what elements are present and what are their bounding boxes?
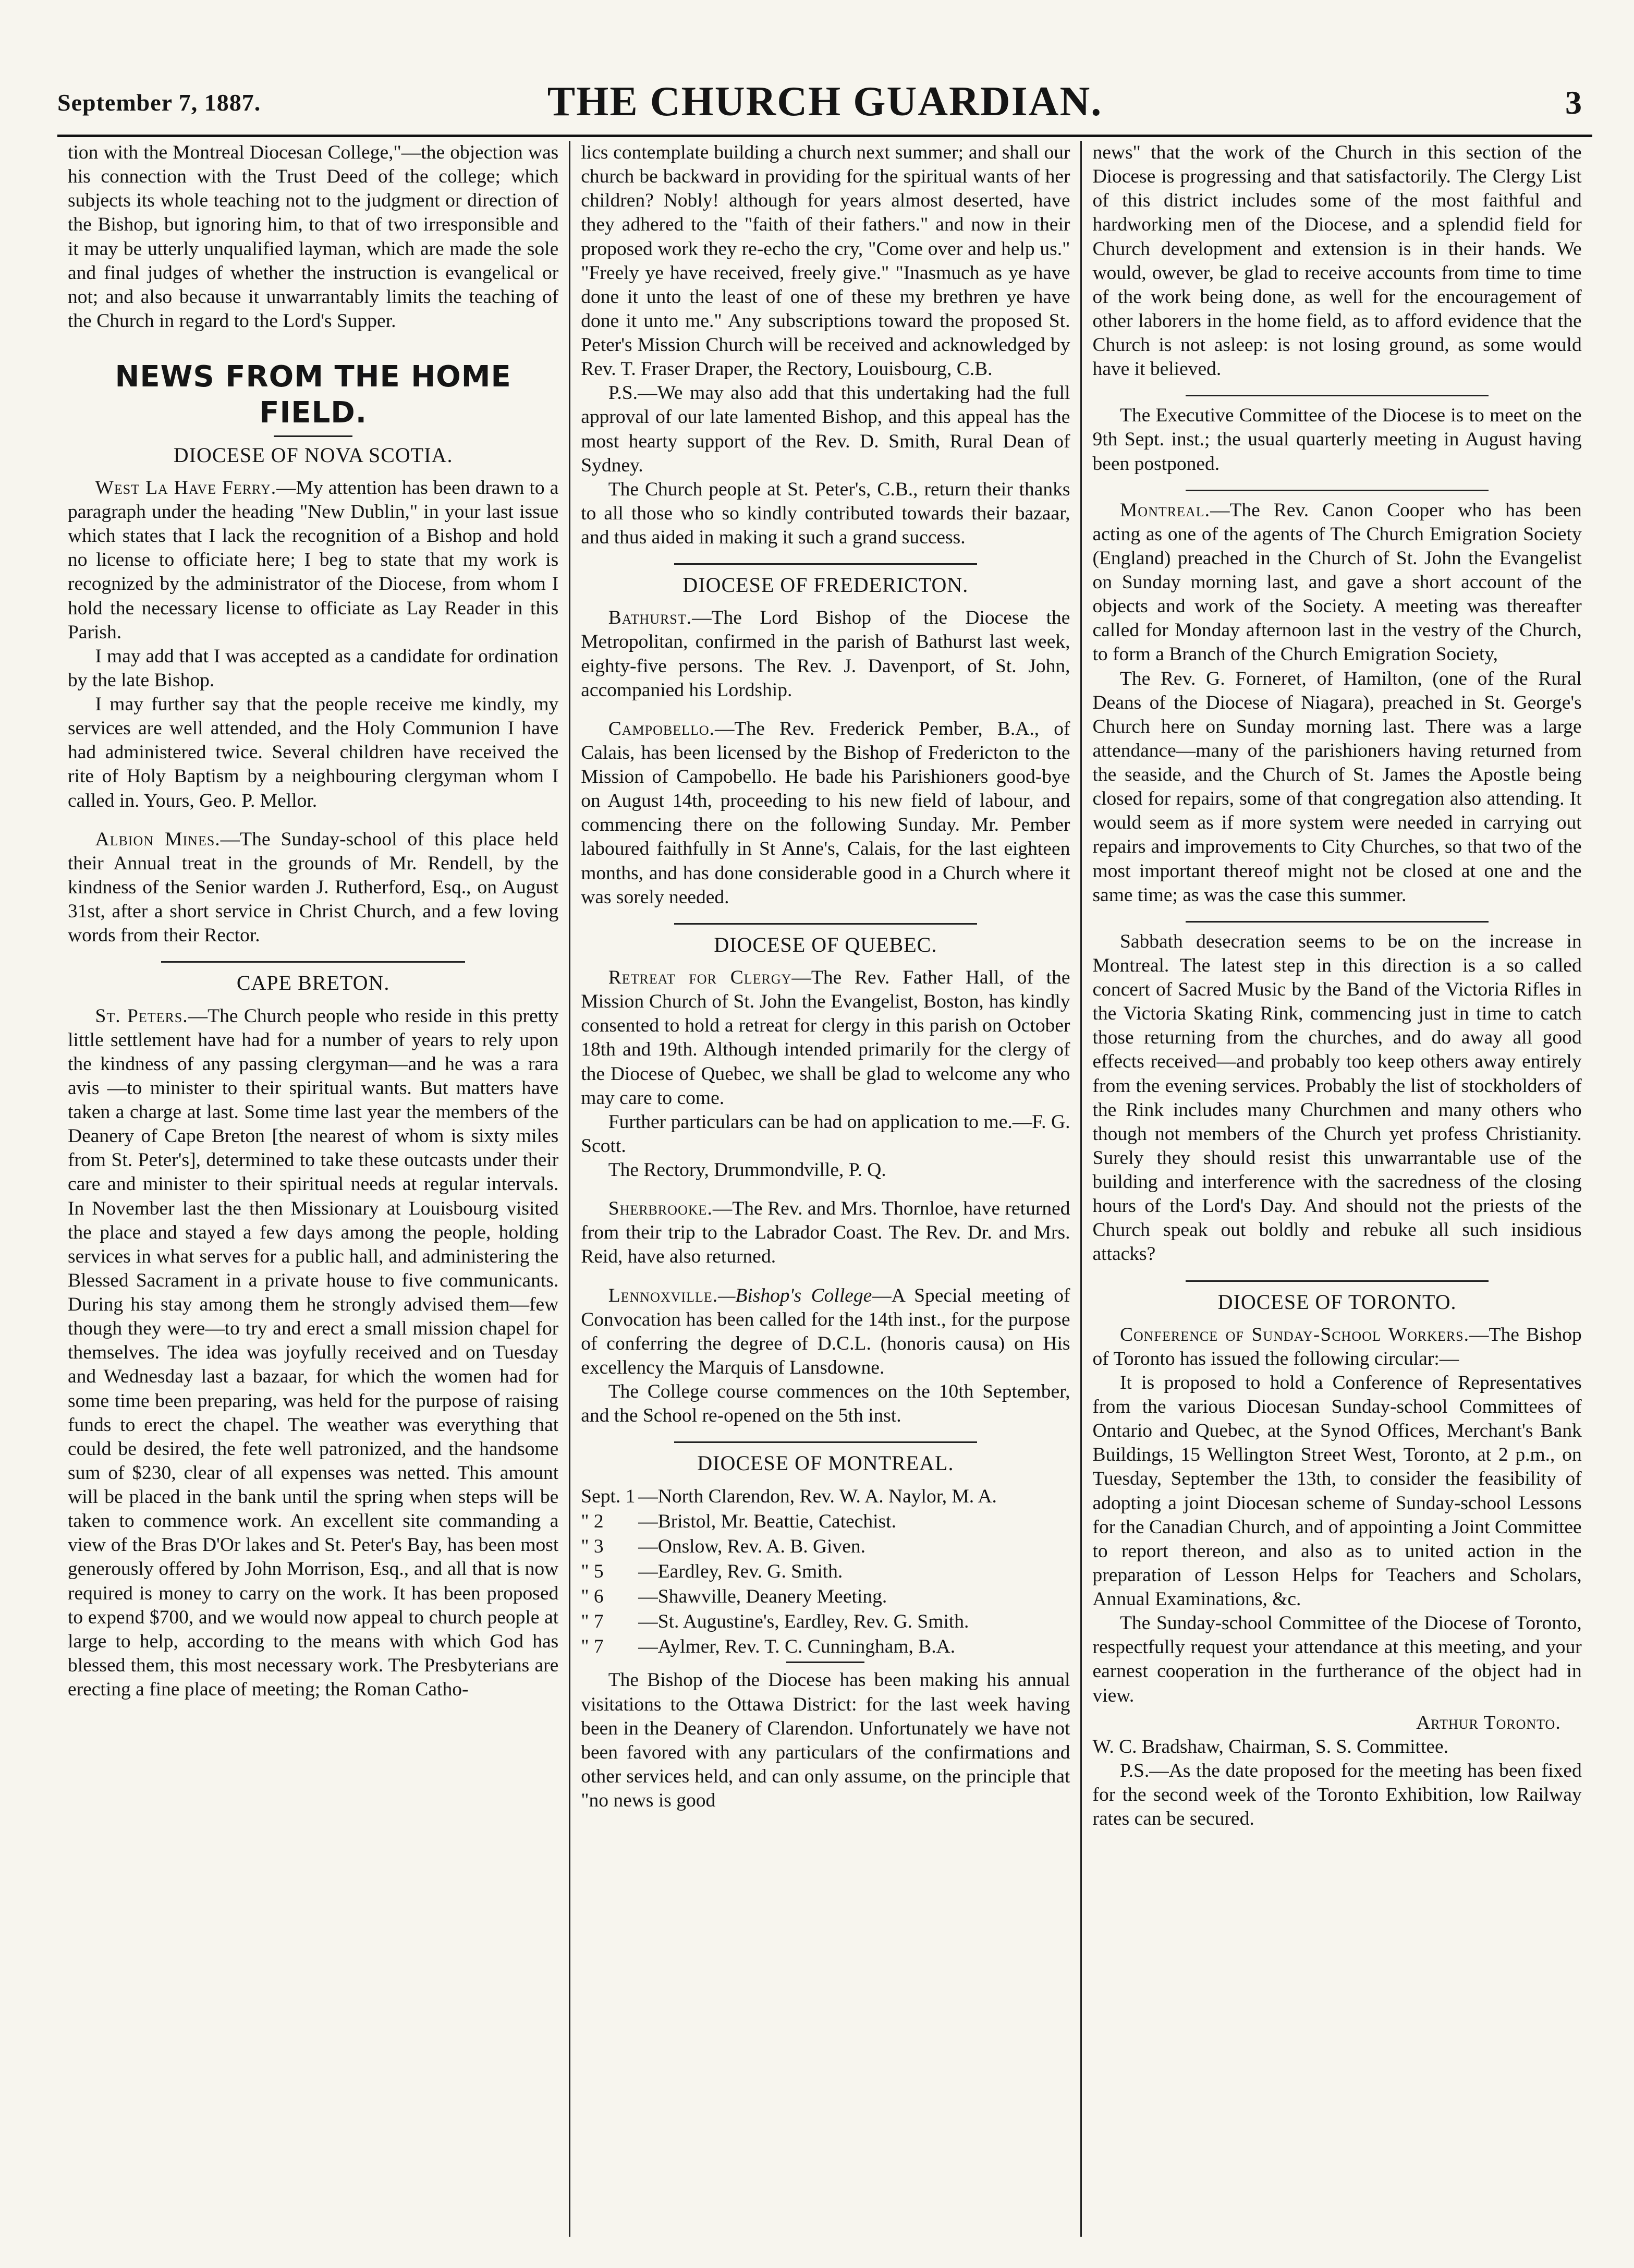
retreat-article <box>581 966 1070 1110</box>
article-paragraph: Further particulars can be had on application to me.—F. G. Scott. <box>581 1111 1070 1157</box>
article-paragraph: It is proposed to hold a Conference of Representatives from the various Diocesan Sunday-school Committees of Ontario and Quebec, at the Synod Offices, Merchant's Bank Buildings, 15 Wellington Street West, Toronto, at 2 p.m., on Tuesday, September the 13th, to consider the feasibility of adopting a joint Diocesan scheme of Sunday-school Lessons for the Canadian Church, and of appointing a Joint Committee to report thereon, and also as to united action in the preparation of Lesson Helps for Teachers and Scholars, Annual Examinations, &c. <box>1092 1372 1582 1610</box>
divider <box>674 563 978 565</box>
schedule-entry: —Shawville, Deanery Meeting. <box>638 1586 887 1608</box>
heading-cape-breton: CAPE BRETON. <box>236 971 390 995</box>
schedule-entry: —Bristol, Mr. Beattie, Catechist. <box>638 1511 896 1533</box>
divider <box>1186 490 1489 491</box>
heading-nova-scotia: DIOCESE OF NOVA SCOTIA. <box>173 443 453 467</box>
article-text: —The Rev. Canon Cooper who has been acting as one of the agents of The Church Emigration Society (England) preached in the Church of St. John the Evangelist on Sunday morning last, and gave a short account of the objects and work of the Society. A meeting was thereafter called for Monday afternoon last in the vestry of the Church, to form a Branch of the Church Emigration Society, <box>1092 499 1582 665</box>
columns <box>57 141 1592 2237</box>
signature: Arthur Toronto. <box>1416 1712 1561 1733</box>
dateline: Sherbrooke. <box>608 1198 713 1220</box>
schedule-date: " 6 <box>581 1586 604 1608</box>
college-paragraph: tion with the Montreal Diocesan College,"—the objection was his connection with the Trust Deed of the college; which subjects its whole teaching not to the judgment or direction of the Bishop, but ignoring him, to that of two irresponsible and it may be utterly unqualified layman, which are made the sole and final judges of whether the instruction is evangelical or not; and also because it unwarrantably limits the teaching of the Church in regard to the Lord's Supper. <box>68 142 559 332</box>
schedule-entry: —Onslow, Rev. A. B. Given. <box>638 1536 865 1558</box>
schedule-entry: —Eardley, Rev. G. Smith. <box>638 1561 843 1583</box>
article-paragraph: Sabbath desecration seems to be on the increase in Montreal. The latest step in this direction is a so called concert of Sacred Music by the Band of the Victoria Rifles in the Victoria Skating Rink, commencing just in time to catch those returning from the churches, and do away all good effects received—and probably too keep others away entirely from the evening services. Probably the list of stockholders of the Rink includes many Churchmen and many others who though not members of the Church yet profess Christianity. Surely they should resist this unwarrantable use of the building and interference with the sacredness of the closing hours of the Lord's Day. And should not the priests of the Church speak out boldly and rebuke all such insidious attacks? <box>1092 930 1582 1265</box>
article-text: —The Bishop of Toronto has issued the following circular:— <box>1092 1324 1582 1369</box>
article-paragraph: news" that the work of the Church in this section of the Diocese is progressing and that satisfactorily. The Clergy List of this district includes some of the most faithful and hardworking men of the Diocese, and a splendid field for Church development and extension is in their hands. We would, owever, be glad to receive accounts from time to time of the work being done, as well for the encouragement of other laborers in the home field, as to afford evidence that the Church is not asleep: is not losing ground, as some would have it believed. <box>1092 142 1582 380</box>
article-paragraph: I may add that I was accepted as a candidate for ordination by the late Bishop. <box>68 645 559 691</box>
divider <box>786 1661 864 1663</box>
divider <box>1186 395 1489 396</box>
dateline: Conference of Sunday-School Workers. <box>1119 1324 1470 1345</box>
schedule-entry: —North Clarendon, Rev. W. A. Naylor, M. A. <box>638 1486 997 1508</box>
dateline: Montreal. <box>1119 499 1211 521</box>
schedule-entry: —St. Augustine's, Eardley, Rev. G. Smith. <box>638 1611 969 1633</box>
article-paragraph: P.S.—We may also add that this undertaking had the full approval of our late lamented Bishop, and this appeal has the most hearty support of the Rev. D. Smith, Rural Dean of Sydney. <box>581 382 1070 476</box>
divider <box>1186 1280 1489 1282</box>
section-title: NEWS FROM THE HOME FIELD. <box>115 360 511 430</box>
divider <box>161 961 466 963</box>
column-1 <box>57 141 569 2237</box>
divider <box>674 1441 978 1443</box>
sherbrooke-article <box>581 1197 1070 1269</box>
article-text: —The Rev. Father Hall, of the Mission Church of St. John the Evangelist, Boston, has kindly consented to hold a retreat for clergy in this parish on October 18th and 19th. Although intended primarily for the clergy of the Diocese of Quebec, we shall be glad to welcome any who may care to come. <box>581 967 1070 1109</box>
west-la-have-article <box>68 476 558 645</box>
article-paragraph: The Sunday-school Committee of the Diocese of Toronto, respectfully request your attendance at this meeting, and your earnest cooperation in the furtherance of the object had in view. <box>1092 1612 1582 1706</box>
article-text: —The Rev. Frederick Pember, B.A., of Calais, has been licensed by the Bishop of Fredericton to the Mission of Campobello. He bade his Parishioners good-bye on August 14th, proceeding to his new field of labour, and commencing there on the following Sunday. Mr. Pember laboured faithfully in St Anne's, Calais, for the last eighteen months, and has done considerable good in a Church where it was sorely needed. <box>581 718 1070 908</box>
article-paragraph: The College course commences on the 10th September, and the School re-opened on the 5th inst. <box>581 1381 1070 1427</box>
schedule-date: " 7 <box>581 1611 604 1633</box>
page-number: 3 <box>1565 84 1582 121</box>
article-paragraph: lics contemplate building a church next summer; and shall our church be backward in providing for the spiritual wants of her children? Nobly! although for years almost deserted, have they adhered to the "faith of their fathers." and now in their proposed work they re-echo the cry, "Come over and help us." "Freely ye have received, freely give." "Inasmuch as ye have done it unto the least of one of these my brethren ye have done it unto me." Any subscriptions toward the proposed St. Peter's Mission Church will be received and acknowledged by Rev. T. Fraser Draper, the Rectory, Louisbourg, C.B. <box>581 142 1070 380</box>
schedule-date: " 7 <box>581 1636 604 1658</box>
bathurst-article <box>581 606 1070 702</box>
divider <box>674 923 978 925</box>
list-item <box>581 1509 1070 1534</box>
lennoxville-article <box>581 1284 1070 1380</box>
masthead-rule <box>57 135 1592 137</box>
dateline: Campobello. <box>608 718 715 739</box>
college-name: —Bishop's College <box>718 1284 872 1306</box>
article-paragraph: The Church people at St. Peter's, C.B., return their thanks to all those who so kindly contributed towards their bazaar, and thus aided in making it such a grand success. <box>581 478 1070 548</box>
schedule-date: " 3 <box>581 1536 604 1558</box>
dateline: Retreat for Clergy <box>608 967 792 988</box>
divider <box>274 435 352 437</box>
heading-toronto: DIOCESE OF TORONTO. <box>1217 1290 1457 1314</box>
heading-quebec: DIOCESE OF QUEBEC. <box>714 932 937 956</box>
schedule-date: " 2 <box>581 1511 604 1533</box>
masthead <box>57 78 1592 130</box>
column-3 <box>1080 141 1592 2237</box>
dateline: Lennoxville. <box>608 1284 718 1306</box>
schedule-date: Sept. 1 <box>581 1486 636 1508</box>
divider <box>1186 921 1489 923</box>
visitation-schedule <box>581 1484 1070 1659</box>
list-item <box>581 1559 1070 1584</box>
dateline: West La Have Ferry. <box>95 477 277 499</box>
dateline: Bathurst. <box>608 607 692 629</box>
article-paragraph: The Rev. G. Forneret, of Hamilton, (one of the Rural Deans of the Diocese of Niagara), preached in St. George's Church here on Sunday morning last. There was a large attendance—many of the parishioners having returned from the seaside, and the Church of St. James the Apostle being closed for repairs, some of that congregation also attending. It would seem as if more system were needed in carrying out repairs and improvements to City Churches, so that two of the most important thereof might not be closed at one and the same time; as was the case this summer. <box>1092 668 1582 906</box>
issue-date: September 7, 1887. <box>57 89 261 116</box>
heading-fredericton: DIOCESE OF FREDERICTON. <box>682 573 969 597</box>
dateline: St. Peters. <box>95 1005 188 1027</box>
article-text: —The Church people who reside in this pretty little settlement have had for a number of years to rely upon the kindness of any passing clergyman—and he was a rara avis —to minister to their spiritual wants. But matters have taken a charge at last. Some time last year the members of the Deanery of Cape Breton [the nearest of whom is sixty miles from St. Peter's], determined to take these outcasts under their care and minister to their spiritual needs at regular intervals. In November last the then Missionary at Louisbourg visited the place and stayed a few days among the people, holding services in what serves for a public hall, and administering the Blessed Sacrament in a private house to five communicants. During his stay among them he strongly advised them—few though they were—to try and erect a small mission chapel for themselves. The idea was joyfully received and on Tuesday and Wednesday last a bazaar, for which the women had for some time been preparing, was held for the purpose of raising funds to erect the chapel. The weather was everything that could be desired, the fete well patronized, and the handsome sum of $230, clear of all expenses was netted. This amount will be placed in the bank until the spring when steps will be taken to commence work. An excellent site commanding a view of the Bras D'Or lakes and St. Peter's Bay, has been most generously offered by John Morrison, Esq., and all that is now required is money to carry on the work. It has been proposed to expend $700, and we would now appeal to church people at large to help, according to the means with which God has blessed them, this most necessary work. The Presbyterians are erecting a fine place of meeting; the Roman Catho- <box>68 1005 559 1700</box>
list-item <box>581 1534 1070 1559</box>
list-item <box>581 1484 1070 1509</box>
article-text: —The Lord Bishop of the Diocese the Metropolitan, confirmed in the parish of Bathurst last week, eighty-five persons. The Rev. J. Davenport, of St. John, accompanied his Lordship. <box>581 607 1070 701</box>
signature: W. C. Bradshaw, Chairman, S. S. Committee. <box>1092 1736 1449 1757</box>
article-text: —The Sunday-school of this place held their Annual treat in the grounds of Mr. Rendell, by the kindness of the Senior warden J. Rutherford, Esq., on August 31st, after a short service in Christ Church, and a few loving words from their Rector. <box>68 828 559 947</box>
dateline: Albion Mines. <box>95 828 221 850</box>
schedule-date: " 5 <box>581 1561 604 1583</box>
article-paragraph: I may further say that the people receive me kindly, my services are well attended, and the Holy Communion I have had administered twice. Several children have received the rite of Holy Baptism by a neighbouring clergyman whom I called in. Yours, Geo. P. Mellor. <box>68 694 559 811</box>
article-paragraph: The Rectory, Drummondville, P. Q. <box>608 1159 886 1181</box>
article-paragraph: The Executive Committee of the Diocese is to meet on the 9th Sept. inst.; the usual quarterly meeting in August having been postponed. <box>1092 405 1582 475</box>
montreal-article <box>1092 499 1581 667</box>
article-text: —My attention has been drawn to a paragraph under the heading "New Dublin," in your last issue which states that I lack the recognition of a Bishop and hold no license to officiate here; I beg to state that my work is recognized by the administrator of the Diocese, from whom I hold the necessary license to officiate as Lay Reader in this Parish. <box>68 477 559 643</box>
article-text: —A Special meeting of Convocation has been called for the 14th inst., for the purpose of conferring the degree of D.C.L. (honoris causa) on His excellency the Marquis of Lansdowne. <box>581 1284 1070 1378</box>
list-item <box>581 1634 1070 1659</box>
newspaper-title: THE CHURCH GUARDIAN. <box>547 79 1103 125</box>
list-item <box>581 1584 1070 1609</box>
heading-montreal: DIOCESE OF MONTREAL. <box>697 1451 954 1475</box>
article-text: —The Rev. and Mrs. Thornloe, have returned from their trip to the Labrador Coast. The Rev. Dr. and Mrs. Reid, have also returned. <box>581 1198 1070 1268</box>
list-item <box>581 1609 1070 1634</box>
schedule-entry: —Aylmer, Rev. T. C. Cunningham, B.A. <box>638 1636 956 1658</box>
st-peters-article <box>68 1004 558 1702</box>
article-paragraph: The Bishop of the Diocese has been making his annual visitations to the Ottawa District: for the last week having been in the Deanery of Clarendon. Unfortunately we have not been favored with any particulars of the confirmations and other services held, and can only assume, on the principle that "no news is good <box>581 1669 1070 1812</box>
column-2 <box>569 141 1080 2237</box>
campobello-article <box>581 717 1070 909</box>
article-paragraph: P.S.—As the date proposed for the meeting has been fixed for the second week of the Toronto Exhibition, low Railway rates can be secured. <box>1092 1760 1582 1830</box>
albion-mines-article <box>68 828 558 948</box>
conference-article <box>1092 1323 1581 1371</box>
